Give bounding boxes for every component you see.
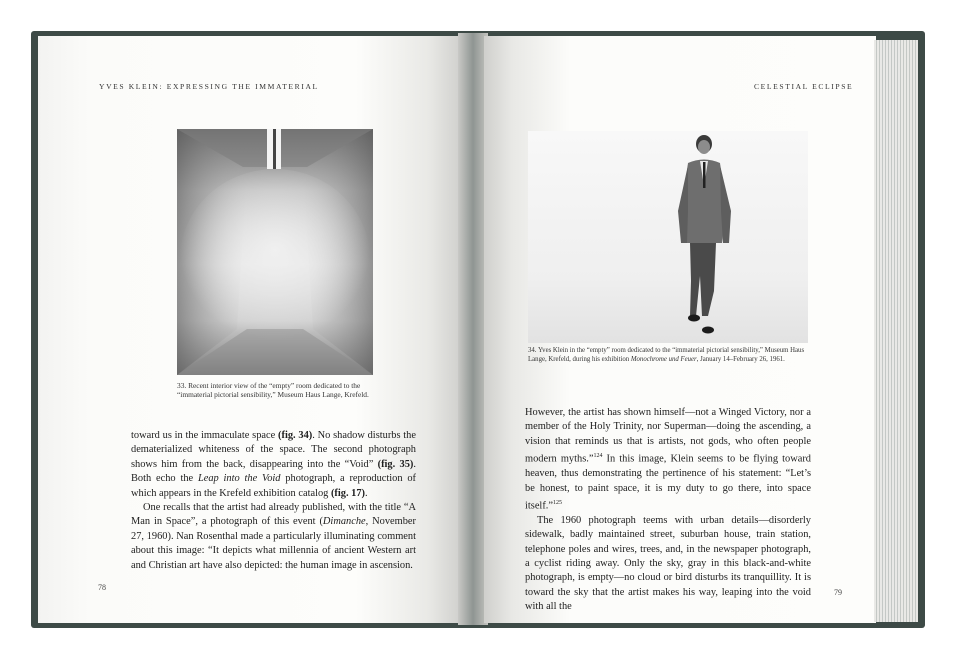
fig-35-reference: (fig. 35)	[377, 458, 414, 470]
klein-standing-photo	[528, 131, 808, 343]
right-caption-text-b: , January 14–February 26, 1961.	[696, 355, 785, 363]
left-page	[38, 36, 462, 623]
right-page-number: 79	[834, 588, 842, 597]
left-running-head: YVES KLEIN: EXPRESSING THE IMMATERIAL	[99, 82, 319, 91]
left-body-text	[131, 429, 416, 573]
left-paragraph-1	[131, 429, 416, 501]
dimanche-title: Dimanche	[322, 516, 366, 528]
left-caption-line-1: 33. Recent interior view of the “empty” room dedicated to the	[177, 381, 361, 390]
right-p1-text-b: In this image, Klein seems to be flying toward heaven, thus demonstrating the pertinence of his statement: “Let’s be honest, to paint space, it is my duty to go there, into space itself.”	[525, 453, 811, 512]
leap-into-void-title: Leap into the Void	[197, 473, 281, 485]
fig-17-reference: (fig. 17)	[330, 487, 366, 499]
right-p1-text-a: However, the artist has shown himself—not a Winged Victory, nor a member of the Holy Trinity, nor Superman—doing the ascending, a vision that reminds us that is artists, not gods, who often people modern myths.”	[525, 407, 811, 465]
left-p2-text-a: One recalls that the artist had already published, with the title “A Man in Space”, a photograph of this event (	[131, 502, 416, 528]
left-page-number: 78	[98, 583, 106, 592]
klein-figure-image	[528, 131, 808, 343]
empty-room-image	[177, 129, 373, 375]
left-p1-text-b: . No shadow disturbs the dematerialized whiteness of the space. The second photograph shows him from the back, disappearing into the “Void”	[131, 430, 416, 470]
right-body-text	[525, 406, 811, 615]
right-caption-text-a: 34. Yves Klein in the “empty” room dedicated to the “immaterial pictorial sensibility,” Museum Haus Lange, Krefeld, during his exhibition	[528, 347, 805, 363]
note-125: 125	[553, 499, 562, 506]
note-124: 124	[593, 453, 603, 460]
left-figure-caption	[177, 381, 387, 399]
fig-34-reference: (fig. 34)	[278, 430, 313, 441]
right-figure-caption	[528, 347, 813, 364]
right-running-head: CELESTIAL ECLIPSE	[754, 82, 854, 91]
left-p1-text-a: toward us in the immaculate space	[131, 430, 279, 441]
left-p2-text-b: , November 27, 1960). Nan Rosenthal made a particularly illuminating comment about this image: “It depicts what millennia of ancient Western art and Christian art have also depicted: the human image in ascension.	[131, 516, 416, 571]
monochrome-und-feuer-title: Monochrome und Feuer	[630, 355, 697, 363]
left-paragraph-2	[131, 501, 416, 573]
right-page	[484, 36, 876, 623]
right-paragraph-2: The 1960 photograph teems with urban details—disorderly sidewalk, badly maintained street, suburban house, train station, telephone poles and wires, trees, and, in the newspaper photograph, a cyclist riding away. Only the sky, gray in this black-and-white photograph, is empty—no cloud or bird disturbs its tranquillity. It is toward the sky that the artist makes his way, leaping into the void with all the	[525, 514, 811, 613]
left-caption-line-2: “immaterial pictorial sensibility,” Museum Haus Lange, Krefeld.	[177, 390, 369, 400]
left-p1-text-e: .	[365, 487, 368, 499]
empty-room-photo	[177, 129, 373, 375]
page-edges	[874, 40, 918, 622]
right-paragraph-1	[525, 406, 811, 514]
left-p1-text-c: . Both echo the	[131, 458, 416, 485]
left-p1-text-d: photograph, a reproduction of which appears in the Krefeld exhibition catalog	[131, 473, 417, 499]
